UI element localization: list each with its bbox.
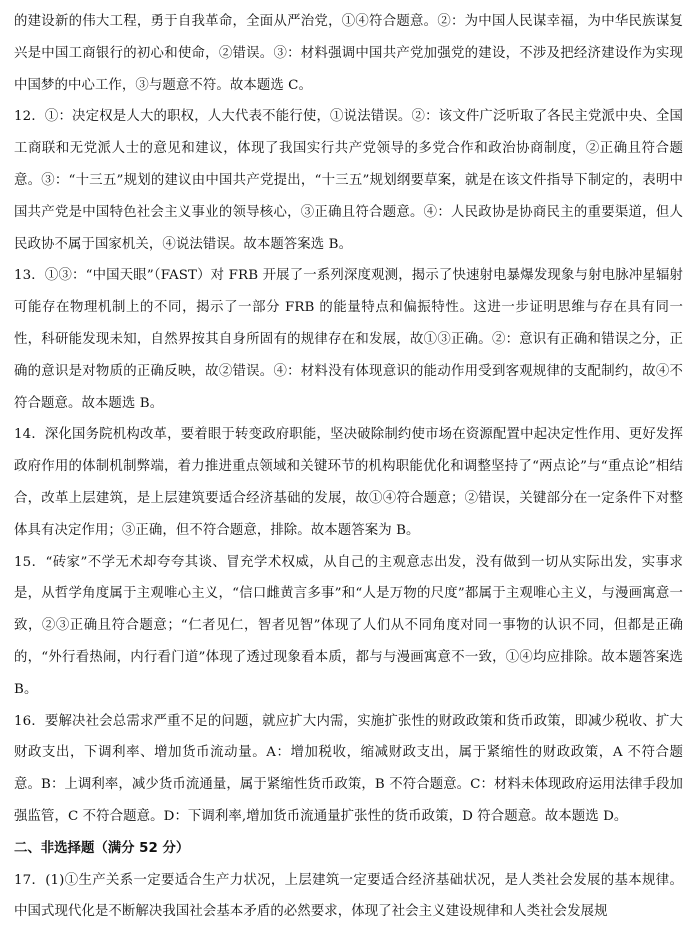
- section-heading-non-choice: 二、非选择题（满分 52 分）: [14, 840, 190, 856]
- answer-paragraph-11-continued: 的建设新的伟大工程，勇于自我革命，全面从严治党，①④符合题意。②：为中国人民谋幸福，为中华民族谋复兴是中国工商银行的初心和使命，②错误。③：材料强调中国共产党加强党的建设，不涉及把经济建设作为实现中国梦的中心工作，③与题意不符。故本题选 C。: [14, 14, 683, 93]
- answer-paragraph-15: 15．“砖家”不学无术却夸夸其谈、冒充学术权威，从自己的主观意志出发，没有做到一切从实际出发，实事求是，从哲学角度属于主观唯心主义，“信口雌黄言多事”和“人是万物的尺度”都属于主观唯心主义，与漫画寓意一致，②③正确且符合题意；“仁者见仁，智者见智”体现了人们从不同角度对同一事物的认识不同，但都是正确的，“外行看热闹，内行看门道”体现了透过现象看本质，都与与漫画寓意不一致，①④均应排除。故本题答案选 B。: [14, 554, 683, 697]
- answer-paragraph-14: 14．深化国务院机构改革，要着眼于转变政府职能，坚决破除制约使市场在资源配置中起决定性作用、更好发挥政府作用的体制机制弊端，着力推进重点领域和关键环节的机构职能优化和调整坚持了“两点论”与“重点论”相结合，改革上层建筑，是上层建筑要适合经济基础的发展，故①④符合题意；②错误，关键部分在一定条件下对整体具有决定作用；③正确，但不符合题意，排除。故本题答案为 B。: [14, 427, 683, 538]
- answer-paragraph-16: 16．要解决社会总需求严重不足的问题，就应扩大内需，实施扩张性的财政政策和货币政策，即减少税收、扩大财政支出，下调利率、增加货币流动量。A：增加税收，缩减财政支出，属于紧缩性的财政政策，A 不符合题意。B：上调利率，减少货币流通量，属于紧缩性货币政策，B 不符合题意。C：材料未体现政府运用法律手段加强监管，C 不符合题意。D：下调利率,增加货币流通量扩张性的货币政策，D 符合题意。故本题选 D。: [14, 713, 683, 824]
- answer-paragraph-17: 17．(1)①生产关系一定要适合生产力状况，上层建筑一定要适合经济基础状况，是人类社会发展的基本规律。中国式现代化是不断解决我国社会基本矛盾的必然要求，体现了社会主义建设规律和人类社会发展规: [14, 872, 683, 920]
- answer-paragraph-13: 13．①③：“中国天眼”（FAST）对 FRB 开展了一系列深度观测，揭示了快速射电暴爆发现象与射电脉冲星辐射可能存在物理机制上的不同，揭示了一部分 FRB 的能量特点和偏振特性。这进一步证明思维与存在具有同一性，科研能发现未知，自然界按其自身所固有的规律存在和发展，故①③正确。②：意识有正确和错误之分，正确的意识是对物质的正确反映，故②错误。④：材料没有体现意识的能动作用受到客观规律的支配制约，故④不符合题意。故本题选 B。: [14, 268, 683, 411]
- answer-paragraph-12: 12．①：决定权是人大的职权，人大代表不能行使，①说法错误。②：该文件广泛听取了各民主党派中央、全国工商联和无党派人士的意见和建议，体现了我国实行共产党领导的多党合作和政治协商制度，②正确且符合题意。③：“十三五”规划的建议由中国共产党提出，“十三五”规划纲要草案，就是在该文件指导下制定的，表明中国共产党是中国特色社会主义事业的领导核心，③正确且符合题意。④：人民政协是协商民主的重要渠道，但人民政协不属于国家机关，④说法错误。故本题答案选 B。: [14, 109, 683, 252]
